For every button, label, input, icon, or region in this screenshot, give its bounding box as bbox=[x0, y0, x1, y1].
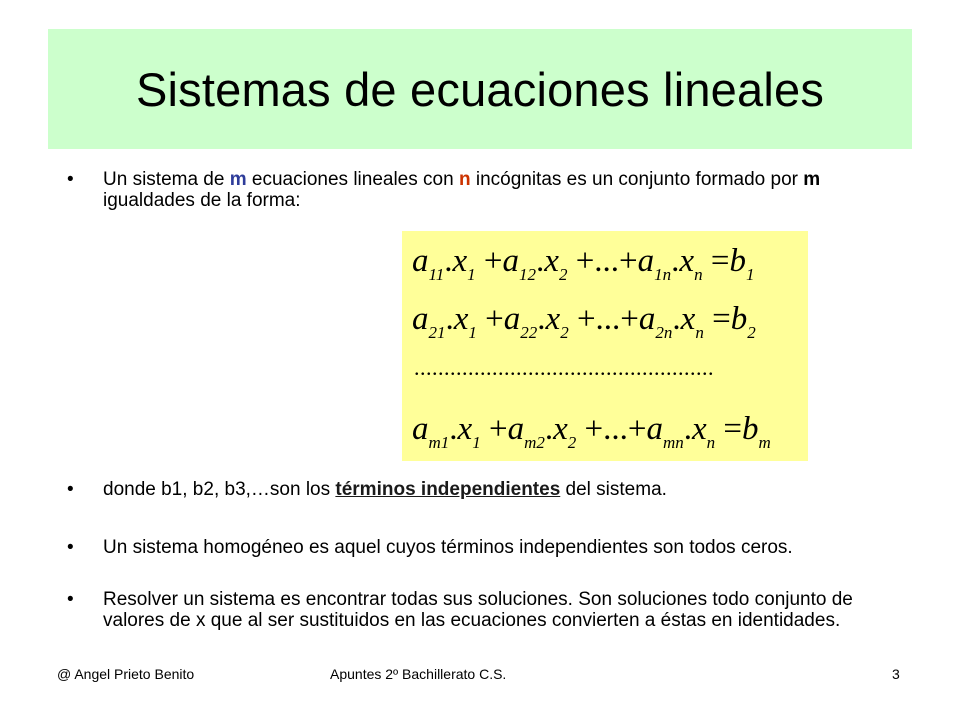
title-band bbox=[48, 29, 912, 149]
definition-text-part: incógnitas es un conjunto formado por bbox=[470, 169, 804, 190]
equation-row-2: $a_{21}.x_1 +a_{22}.x_2 +...+a_{2n}.x_n =b_2$ bbox=[412, 301, 756, 342]
definition-text-part: ecuaciones lineales con bbox=[246, 169, 459, 190]
n-variable: n bbox=[458, 169, 471, 190]
equation-row-1: $a_{11}.x_1 +a_{12}.x_2 +...+a_{1n}.x_n =b_1$ bbox=[412, 243, 755, 284]
homogeneous-text: Un sistema homogéneo es aquel cuyos términos independientes son todos ceros. bbox=[103, 537, 793, 558]
footer-course: Apuntes 2º Bachillerato C.S. bbox=[330, 666, 507, 682]
definition-text bbox=[103, 169, 897, 211]
bullet-marker: • bbox=[67, 537, 74, 558]
definition-text-part: igualdades de la forma: bbox=[103, 190, 301, 211]
bullet-marker: • bbox=[67, 479, 74, 500]
equation-system-box bbox=[402, 231, 808, 461]
bullet-independent-terms bbox=[67, 479, 897, 500]
footer-author: @ Angel Prieto Benito bbox=[57, 666, 195, 682]
equation-dots-row: .................................................. bbox=[414, 355, 714, 380]
solve-text: Resolver un sistema es encontrar todas sus soluciones. Son soluciones todo conjunto de valores de x que al ser sustituidos en las ecuaciones convierten a éstas en identidades. bbox=[103, 589, 853, 631]
bullet-homogeneous bbox=[67, 537, 907, 558]
independent-terms-text-part: del sistema. bbox=[560, 479, 667, 500]
footer-page-number: 3 bbox=[892, 666, 900, 682]
bullet-solve bbox=[67, 589, 897, 631]
independent-terms-text-part: donde b1, b2, b3,…son los bbox=[103, 479, 336, 500]
m-variable-bold: m bbox=[803, 169, 821, 190]
bullet-marker: • bbox=[67, 169, 74, 190]
independent-terms-text bbox=[103, 479, 897, 500]
bullet-definition bbox=[67, 169, 897, 211]
definition-text-part: Un sistema de bbox=[103, 169, 230, 190]
independent-terms-highlight: términos independientes bbox=[335, 479, 561, 500]
m-variable: m bbox=[229, 169, 247, 190]
equation-row-m: $a_{m1}.x_1 +a_{m2}.x_2 +...+a_{mn}.x_n =b_m$ bbox=[412, 411, 771, 452]
bullet-marker: • bbox=[67, 589, 74, 610]
page-title: Sistemas de ecuaciones lineales bbox=[135, 62, 825, 116]
